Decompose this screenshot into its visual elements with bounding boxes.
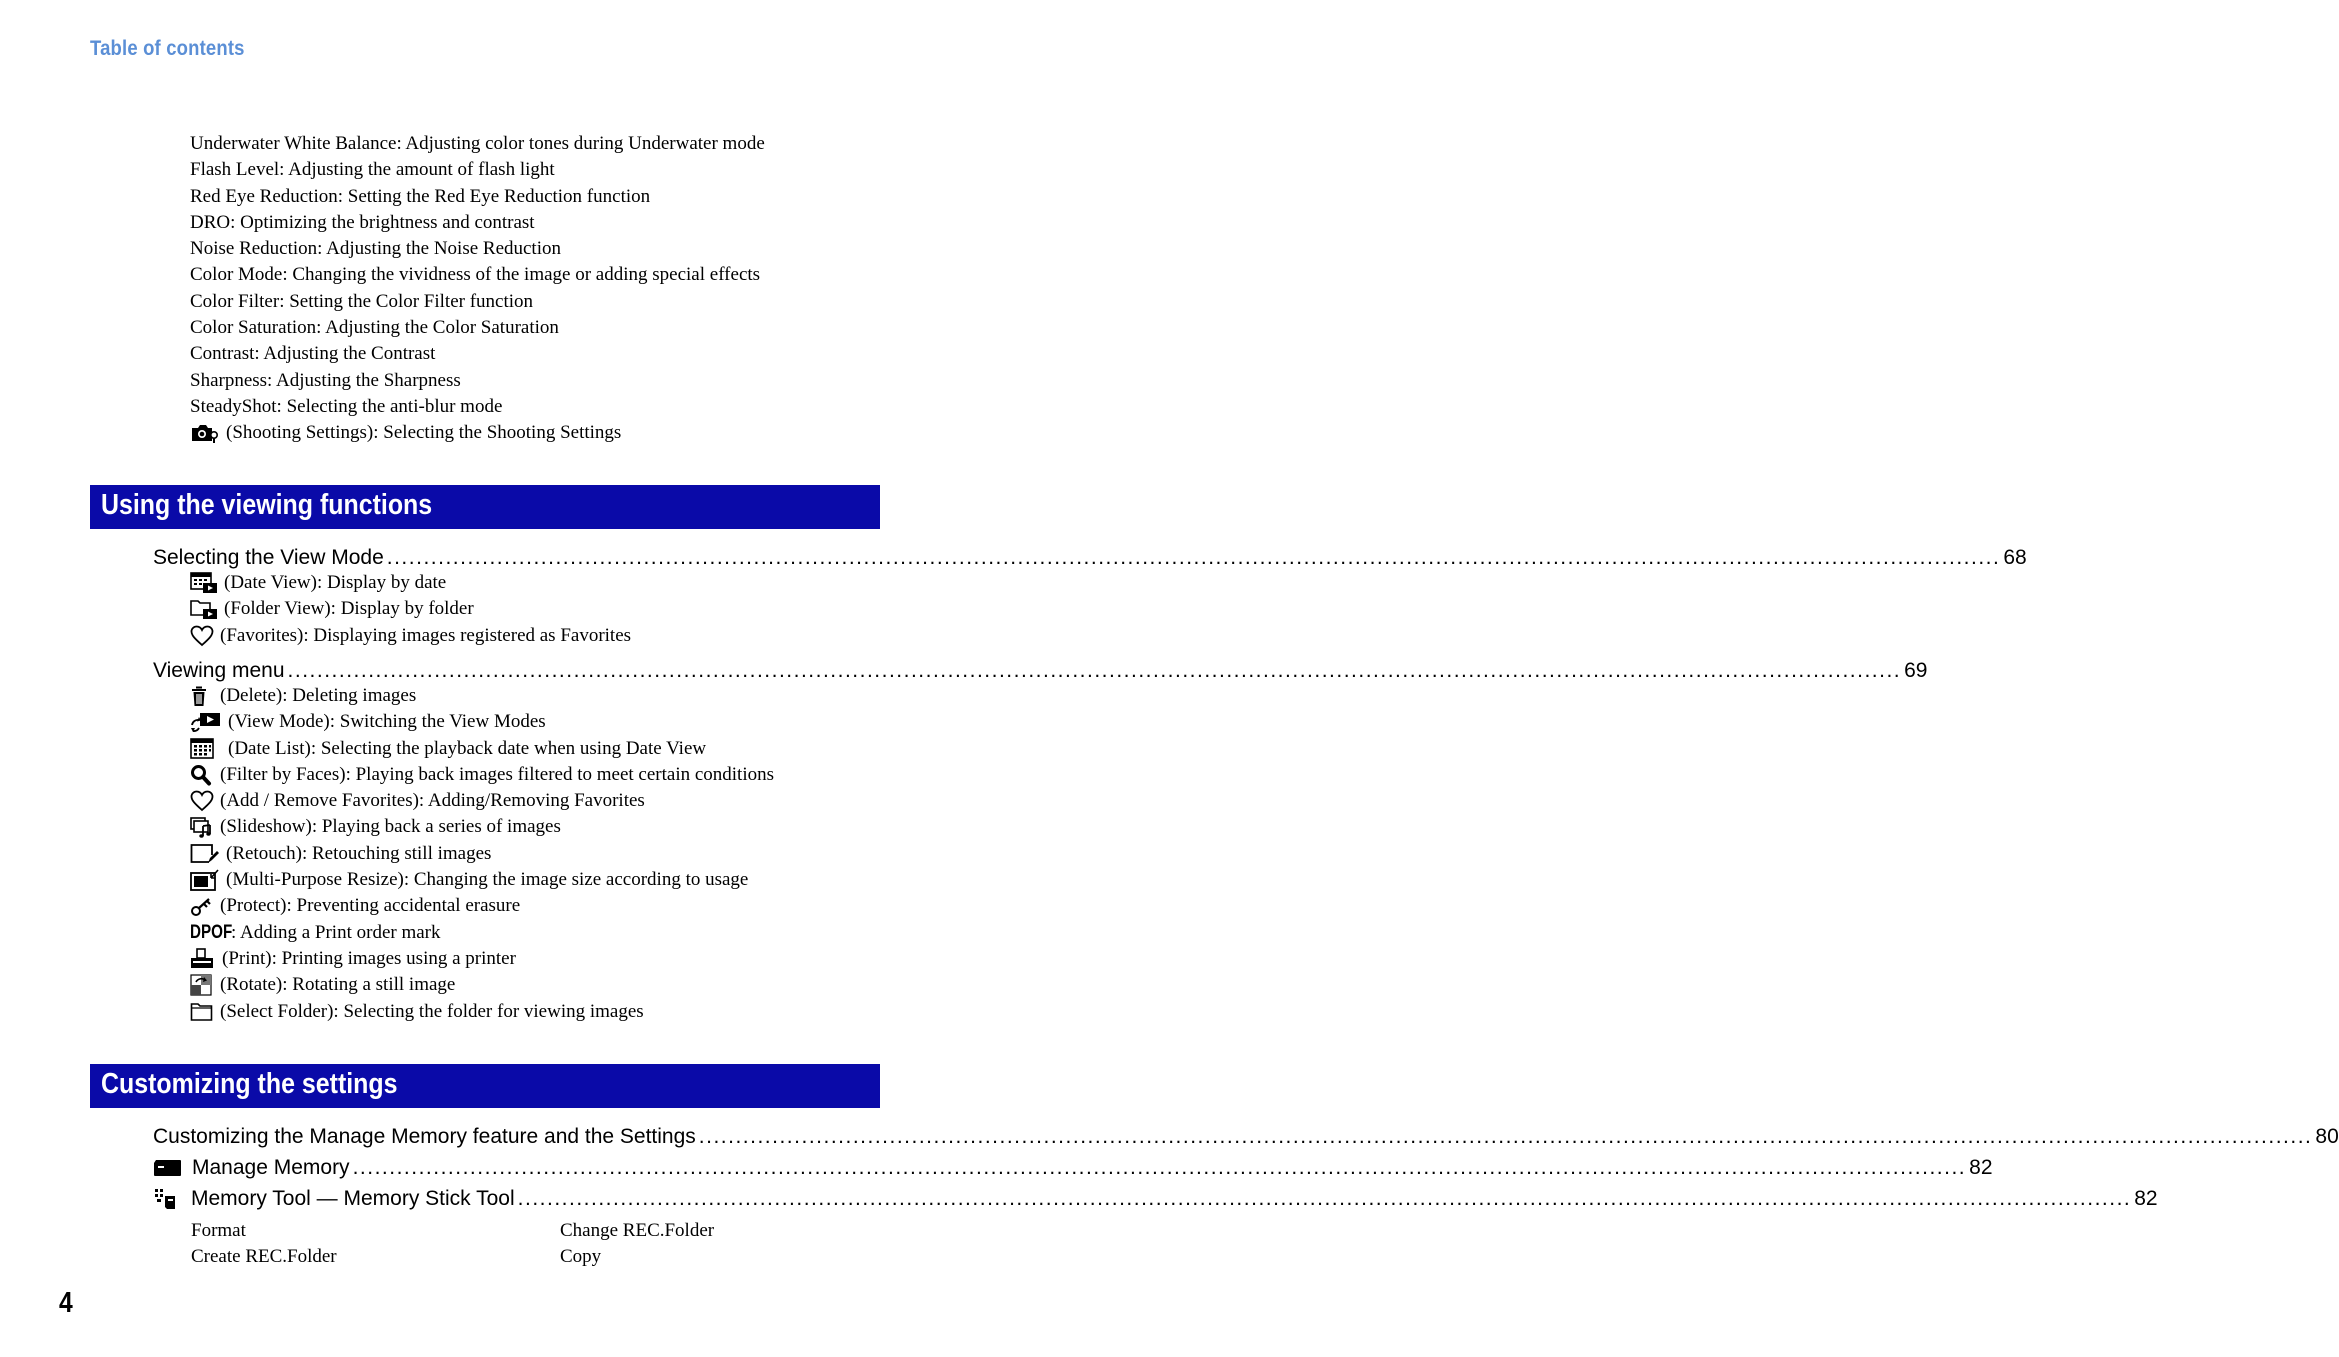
memory-tool-subitems — [191, 1218, 791, 1270]
magnifier-icon — [190, 764, 214, 786]
slideshow-icon — [190, 817, 214, 839]
subitem-text: (Date View): Display by date — [224, 572, 447, 593]
entry-label — [153, 1156, 350, 1180]
entry-label-text: Manage Memory — [192, 1156, 350, 1179]
subitem-text: Red Eye Reduction: Setting the Red Eye Reduction function — [190, 185, 651, 207]
dot-leader: ............................................................................................................................................................................................................................ — [352, 1156, 1967, 1179]
toc-subitem[interactable] — [190, 683, 774, 709]
toc-subitem[interactable] — [190, 394, 765, 420]
retouch-icon — [190, 843, 220, 865]
toc-subitem[interactable] — [190, 131, 765, 157]
toc-subitem[interactable] — [190, 315, 765, 341]
toc-subitem[interactable] — [190, 570, 631, 596]
subitem-text: (Slideshow): Playing back a series of images — [220, 816, 561, 838]
date-view-icon — [190, 572, 218, 594]
toc-subitem[interactable] — [190, 814, 774, 840]
toc-entry-memory-tool[interactable] — [153, 1183, 2158, 1211]
subitem-text: Sharpness: Adjusting the Sharpness — [190, 369, 461, 391]
toc-subitem[interactable] — [190, 867, 774, 893]
calendar-icon — [190, 738, 222, 760]
subitem-text: Color Filter: Setting the Color Filter function — [190, 290, 534, 312]
dot-leader: ............................................................................................................................................................................................................................ — [698, 1125, 2313, 1148]
subitem-text: Color Mode: Changing the vividness of the image or adding special effects — [190, 264, 761, 286]
memory-card-icon — [153, 1159, 182, 1177]
dot-leader: ............................................................................................................................................................................................................................ — [517, 1187, 2132, 1210]
section-banner-settings — [90, 1064, 880, 1108]
rotate-icon — [190, 974, 214, 996]
subitem-text: DRO: Optimizing the brightness and contrast — [190, 211, 535, 233]
view-mode-subitem-list — [190, 570, 631, 649]
page-number-footer: 4 — [59, 1287, 73, 1319]
table-of-contents-link[interactable]: Table of contents — [90, 37, 245, 60]
toc-subitem[interactable] — [190, 762, 774, 788]
subitem-text: Color Saturation: Adjusting the Color Saturation — [190, 317, 559, 339]
subitem-text: (Rotate): Rotating a still image — [220, 974, 456, 996]
subitem-text: (Add / Remove Favorites): Adding/Removing Favorites — [220, 790, 645, 812]
heart-icon — [190, 790, 214, 812]
toc-subitem[interactable] — [190, 920, 774, 946]
folder-icon — [190, 1001, 214, 1023]
toc-subitem[interactable] — [190, 736, 774, 762]
resize-icon — [190, 868, 220, 892]
dot-leader: ............................................................................................................................................................................................................................ — [287, 659, 1902, 682]
toc-subitem[interactable] — [190, 893, 774, 919]
toc-entry-manage-memory[interactable] — [153, 1152, 1993, 1180]
section-banner-viewing — [90, 485, 880, 529]
toc-subitem[interactable] — [190, 210, 765, 236]
toc-subitem[interactable] — [190, 841, 774, 867]
trash-icon — [190, 685, 214, 707]
shooting-subitem-list — [190, 131, 765, 447]
subitem-text: (Delete): Deleting images — [220, 685, 417, 706]
subitem-text: (Date List): Selecting the playback date when using Date View — [228, 737, 707, 759]
subitem-copy[interactable]: Copy — [560, 1246, 602, 1267]
key-icon — [190, 896, 214, 918]
entry-label: Selecting the View Mode — [153, 546, 384, 569]
toc-entry-customizing-manage-memory[interactable] — [153, 1121, 2339, 1149]
subitem-text: : Adding a Print order mark — [231, 921, 441, 943]
page-number: 80 — [2315, 1125, 2339, 1148]
subitem-change-rec-folder[interactable]: Change REC.Folder — [560, 1220, 715, 1241]
subitem-text: (Filter by Faces): Playing back images filtered to meet certain conditions — [220, 763, 775, 785]
page-number: 82 — [2134, 1187, 2158, 1210]
toc-subitem[interactable] — [190, 368, 765, 394]
toc-subitem[interactable] — [190, 999, 774, 1025]
subitem-create-rec-folder[interactable]: Create REC.Folder — [191, 1246, 337, 1267]
subitem-text: Noise Reduction: Adjusting the Noise Reduction — [190, 238, 561, 260]
subitem-text: (View Mode): Switching the View Modes — [228, 711, 546, 733]
entry-label: Viewing menu — [153, 659, 285, 682]
memory-stick-tool-icon — [153, 1187, 181, 1211]
toc-subitem[interactable] — [190, 709, 774, 735]
page-number: 69 — [1904, 659, 1928, 682]
subitem-text: SteadyShot: Selecting the anti-blur mode — [190, 395, 503, 417]
subitem-text: (Print): Printing images using a printer — [222, 947, 516, 969]
toc-subitem[interactable] — [190, 289, 765, 315]
toc-subitem[interactable] — [190, 262, 765, 288]
subitem-text: (Select Folder): Selecting the folder for viewing images — [220, 1000, 644, 1022]
dpof-icon: DPOF — [190, 921, 233, 943]
toc-subitem[interactable] — [190, 420, 765, 446]
subitem-text: (Retouch): Retouching still images — [226, 842, 492, 864]
section-heading: Customizing the settings — [101, 1068, 398, 1100]
toc-subitem[interactable] — [190, 946, 774, 972]
toc-subitem[interactable] — [190, 972, 774, 998]
entry-label-text: Memory Tool — Memory Stick Tool — [191, 1187, 515, 1210]
entry-label — [153, 1187, 515, 1211]
subitem-text: (Folder View): Display by folder — [224, 598, 474, 620]
view-mode-icon — [190, 711, 222, 733]
toc-subitem[interactable] — [190, 184, 765, 210]
heart-icon — [190, 625, 214, 647]
page-number: 68 — [2003, 546, 2027, 569]
section-heading: Using the viewing functions — [101, 489, 433, 521]
subitem-format[interactable]: Format — [191, 1220, 246, 1241]
toc-subitem[interactable] — [190, 596, 631, 622]
subitem-text: Contrast: Adjusting the Contrast — [190, 343, 436, 365]
subitem-text: Underwater White Balance: Adjusting color tones during Underwater mode — [190, 133, 765, 154]
subitem-text: (Protect): Preventing accidental erasure — [220, 895, 521, 917]
dot-leader: ............................................................................................................................................................................................................................ — [386, 546, 2001, 569]
toc-entry-view-mode[interactable] — [153, 542, 2027, 570]
toc-entry-viewing-menu[interactable] — [153, 655, 1928, 683]
subitem-text: (Shooting Settings): Selecting the Shooting Settings — [226, 422, 622, 444]
viewing-menu-subitem-list — [190, 683, 774, 1025]
subitem-text: (Favorites): Displaying images registered as Favorites — [220, 624, 632, 646]
folder-view-icon — [190, 598, 218, 620]
entry-label: Customizing the Manage Memory feature and the Settings — [153, 1125, 696, 1148]
toc-subitem[interactable] — [190, 341, 765, 367]
subitem-text: (Multi-Purpose Resize): Changing the image size according to usage — [226, 869, 749, 891]
toc-subitem[interactable] — [190, 623, 631, 649]
toc-subitem[interactable] — [190, 157, 765, 183]
print-icon — [190, 948, 216, 970]
camera-settings-icon — [190, 422, 220, 444]
page-number: 82 — [1969, 1156, 1993, 1179]
toc-subitem[interactable] — [190, 788, 774, 814]
toc-subitem[interactable] — [190, 236, 765, 262]
subitem-text: Flash Level: Adjusting the amount of flash light — [190, 159, 555, 181]
